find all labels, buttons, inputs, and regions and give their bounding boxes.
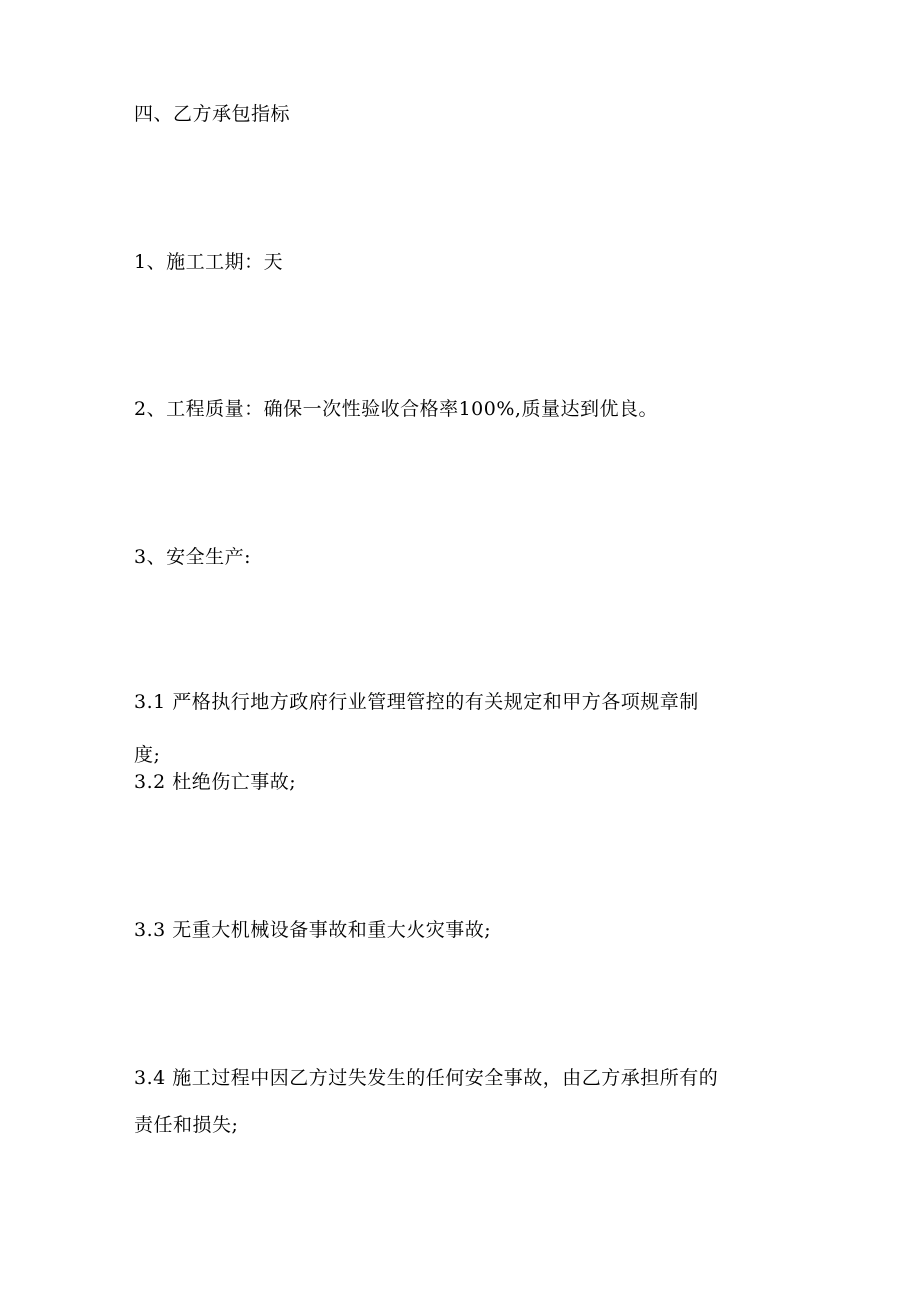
subitem-3-2: 3.2 杜绝伤亡事故; (134, 771, 297, 793)
section-heading: 四、乙方承包指标 (134, 103, 291, 125)
subitem-3-3: 3.3 无重大机械设备事故和重大火灾事故; (134, 919, 492, 941)
item-construction-period: 1、施工工期：天 (134, 251, 284, 273)
item-project-quality: 2、工程质量：确保一次性验收合格率100%,质量达到优良。 (134, 398, 658, 420)
item-safety-production: 3、安全生产: (134, 546, 251, 568)
subitem-3-1-line-1: 3.1 严格执行地方政府行业管理管控的有关规定和甲方各项规章制 (134, 691, 699, 713)
subitem-3-1-line-2: 度; (134, 744, 161, 766)
subitem-3-4-line-1: 3.4 施工过程中因乙方过失发生的任何安全事故，由乙方承担所有的 (134, 1067, 719, 1089)
subitem-3-4-line-2: 责任和损失; (134, 1114, 239, 1136)
